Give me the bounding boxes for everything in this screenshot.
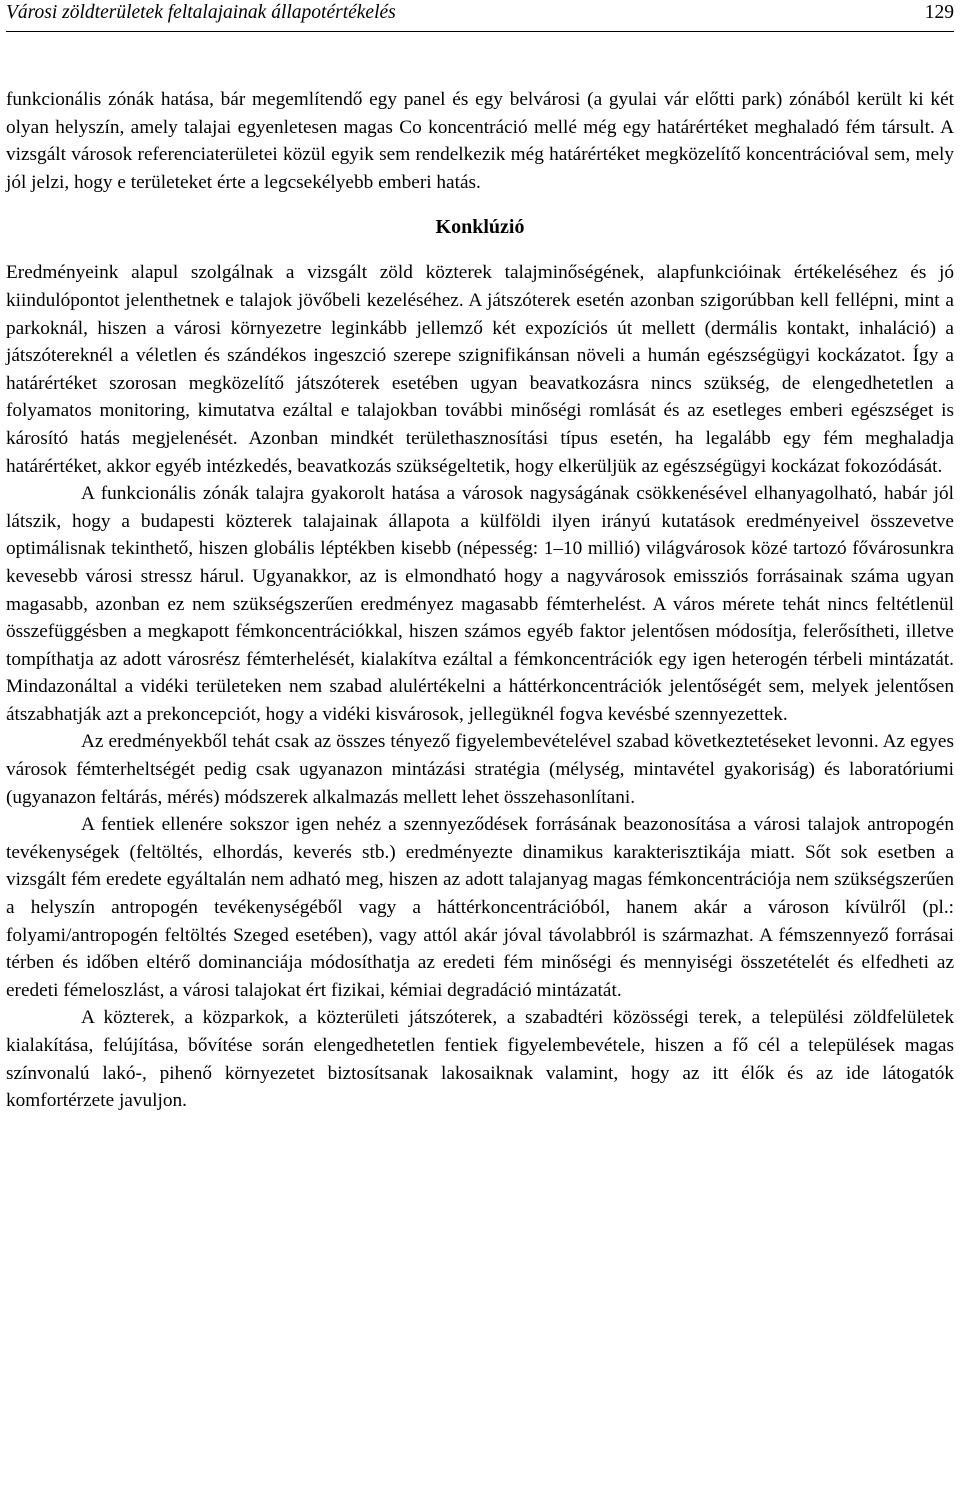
paragraph-conclusion-4: A fentiek ellenére sokszor igen nehéz a szennyeződések forrásának beazonosítása a városi talajok antropogén tevékenységek (feltöltés, elhordás, keverés stb.) eredményezte dinamikus karakterisztikája miatt. Sőt sok esetben a vizsgált fém eredete egyáltalán nem adható meg, hiszen az adott talajanyag magas fémkoncentrációja nem szükségszerűen a helyszín antropogén tevékenységéből vagy a háttérkoncentrációból, hanem akár a városon kívülről (pl.: folyami/antropogén feltöltés Szeged esetében), vagy attól akár jóval távolabbról is származhat. A fémszennyező forrásai térben és időben eltérő dominanciája módosíthatja az eredeti fém minőségi és mennyiségi összetételét és elfedheti az eredeti fémeloszlást, a városi talajokat ért fizikai, kémiai degradáció mintázatát. xyxy=(6,814,954,1001)
paragraph-continued: funkcionális zónák hatása, bár megemlítendő egy panel és egy belvárosi (a gyulai vár előtti park) zónából került ki két olyan helyszín, amely talajai egyenletesen magas Co koncentráció mellé még egy határértéket meghaladó fém társult. A vizsgált városok referenciaterületei közül egyik sem rendelkezik még határértéket megközelítő koncentrációval sem, mely jól jelzi, hogy e területeket érte a legcsekélyebb emberi hatás. xyxy=(6,89,954,193)
page-number: 129 xyxy=(924,2,954,23)
document-page xyxy=(6,0,954,1115)
paragraph-conclusion-3: Az eredményekből tehát csak az összes tényező figyelembevételével szabad következtetéseket levonni. Az egyes városok fémterheltségét pedig csak ugyanazon mintázási stratégia (mélység, mintavétel gyakoriság) és laboratóriumi (ugyanazon feltárás, mérés) módszerek alkalmazás mellett lehet összehasonlítani. xyxy=(6,731,954,808)
paragraph-conclusion-1: Eredményeink alapul szolgálnak a vizsgált zöld közterek talajminőségének, alapfunkcióinak értékeléséhez és jó kiindulópontot jelenthetnek e talajok jövőbeli kezeléséhez. A játszóterek esetén azonban szigorúbban kell fellépni, mint a parkoknál, hiszen a városi környezetre leginkább jellemző két expozíciós út mellett (dermális kontakt, inhaláció) a játszótereknél a véletlen és szándékos ingeszció szerepe szignifikánsan növeli a humán egészségügyi kockázatot. Így a határértéket szorosan megközelítő játszóterek esetében ugyan beavatkozásra nincs szükség, de elengedhetetlen a folyamatos monitoring, kimutatva ezáltal e talajokban további minőségi romlását és az esetleges emberi egészséget is károsító hatás megjelenését. Azonban mindkét területhasznosítási típus esetén, ha legalább egy fém meghaladja határértéket, akkor egyéb intézkedés, beavatkozás szükségeltetik, hogy elkerüljük az egészségügyi kockázat fokozódását. xyxy=(6,262,954,477)
paragraph-conclusion-2: A funkcionális zónák talajra gyakorolt hatása a városok nagyságának csökkenésével elhanyagolható, habár jól látszik, hogy a budapesti közterek talajainak állapota a külföldi ilyen irányú kutatások eredményeivel összevetve optimálisnak tekinthető, hiszen globális léptékben kisebb (népesség: 1–10 millió) világvárosok közé tartozó fővárosunkra kevesebb városi stressz hárul. Ugyanakkor, az is elmondható hogy a nagyvárosok emissziós forrásainak száma ugyan magasabb, azonban ez nem szükségszerűen eredményez magasabb fémterhelést. A város mérete tehát nincs feltétlenül összefüggésben a megkapott fémkoncentrációkkal, hiszen számos egyéb faktor jelentősen módosítja, felerősítheti, illetve tompíthatja az adott városrész fémterhelését, kialakítva ezáltal a fémkoncentrációk egy igen heterogén térbeli mintázatát. Mindazonáltal a vidéki területeken nem szabad alulértékelni a háttérkoncentrációk jelentőségét sem, melyek jelentősen átszabhatják azt a prekoncepciót, hogy a vidéki kisvárosok, jellegüknél fogva kevésbé szennyezettek. xyxy=(6,483,954,725)
paragraph-conclusion-5: A közterek, a közparkok, a közterületi játszóterek, a szabadtéri közösségi terek, a települési zöldfelületek kialakítása, felújítása, bővítése során elengedhetetlen fentiek figyelembevétele, hiszen a fő cél a települések magas színvonalú lakó-, pihenő környezetet biztosítsanak lakosaiknak valamint, hogy az itt élők és az ide látogatók komfortérzete javuljon. xyxy=(6,1007,954,1112)
body-text xyxy=(6,86,954,1115)
running-title: Városi zöldterületek feltalajainak állapotértékelés xyxy=(6,2,396,23)
section-heading: Konklúzió xyxy=(435,216,525,239)
running-header xyxy=(6,1,954,32)
